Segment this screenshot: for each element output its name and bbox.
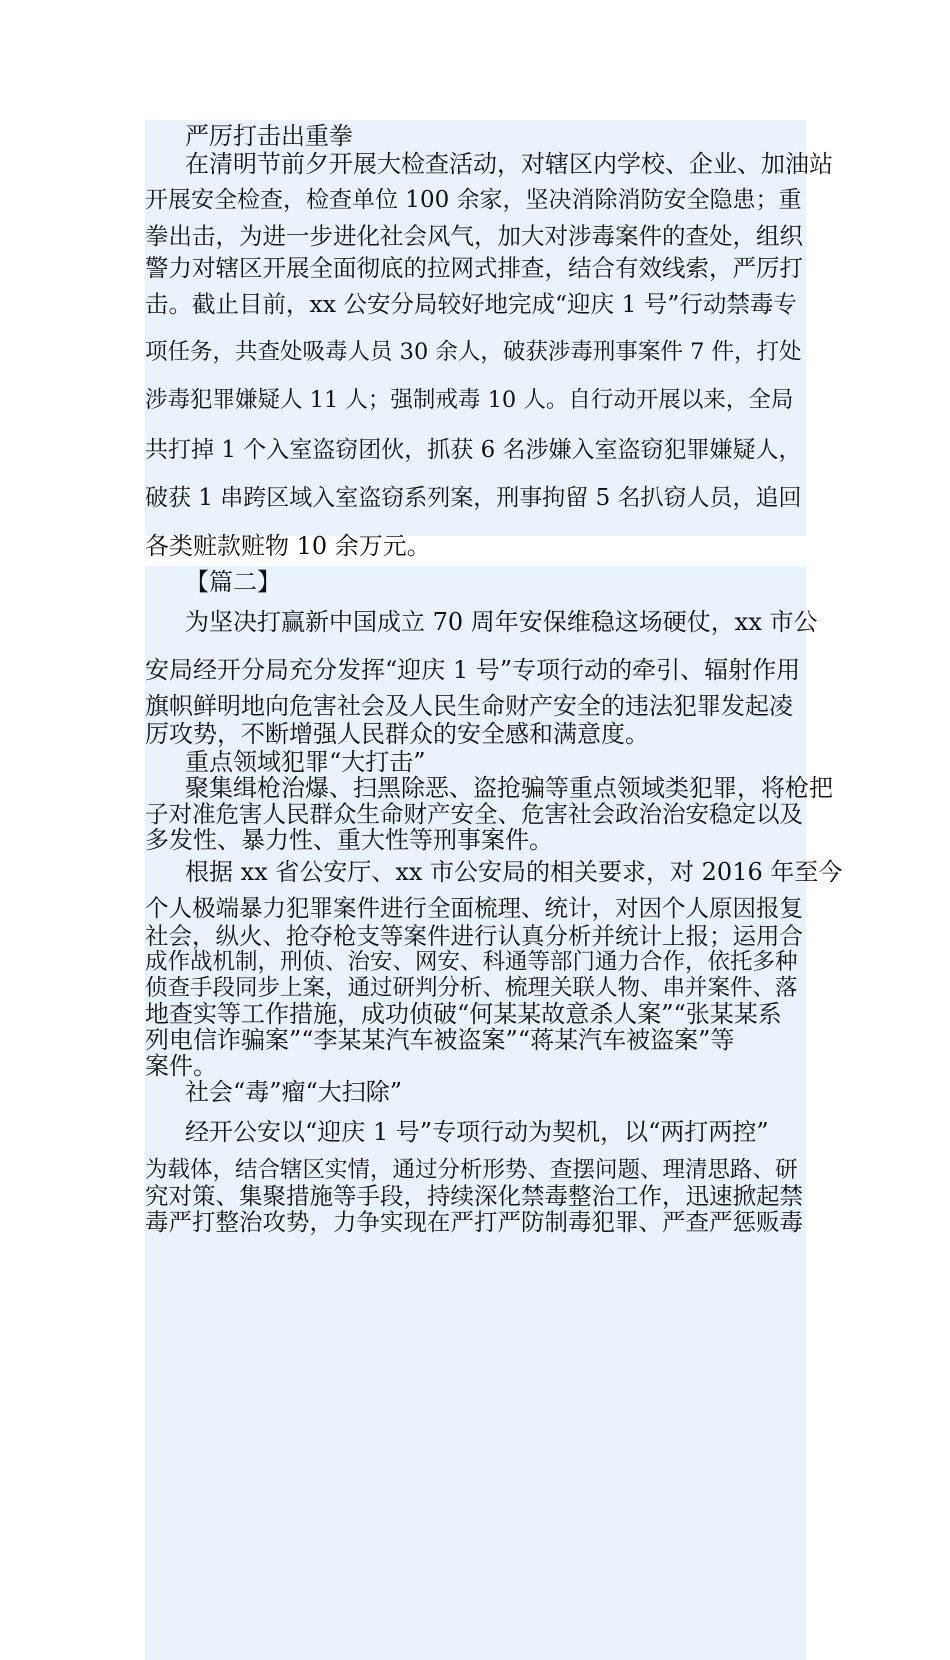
paragraph-line: 聚集缉枪治爆、扫黑除恶、盗抢骗等重点领域类犯罪，将枪把 xyxy=(185,774,833,802)
paragraph-line: 经开公安以“迎庆 1 号”专项行动为契机，以“两打两控” xyxy=(185,1118,769,1146)
paragraph-line: 安局经开分局充分发挥“迎庆 1 号”专项行动的牵引、辐射作用 xyxy=(145,656,801,684)
section-label: 【篇二】 xyxy=(185,568,281,596)
paragraph-line: 究对策、集聚措施等手段，持续深化禁毒整治工作，迅速掀起禁 xyxy=(145,1182,803,1210)
paragraph-line: 案件。 xyxy=(145,1052,217,1080)
paragraph-line: 破获 1 串跨区域入室盗窃系列案，刑事拘留 5 名扒窃人员，追回 xyxy=(145,485,802,511)
paragraph-line: 为坚决打赢新中国成立 70 周年安保维稳这场硬仗，xx 市公 xyxy=(185,608,818,636)
paragraph-line: 为载体，结合辖区实情，通过分析形势、查摆问题、理清思路、研 xyxy=(145,1157,798,1183)
paragraph-line: 各类赃款赃物 10 余万元。 xyxy=(145,532,431,560)
paragraph-line: 项任务，共查处吸毒人员 30 余人，破获涉毒刑事案件 7 件，打处 xyxy=(145,339,802,365)
paragraph-line: 击。截止目前，xx 公安分局较好地完成“迎庆 1 号”行动禁毒专 xyxy=(145,290,797,318)
paragraph-line: 子对准危害人民群众生命财产安全、危害社会政治治安稳定以及 xyxy=(145,800,803,828)
paragraph-line: 警力对辖区开展全面彻底的拉网式排查，结合有效线索，严厉打 xyxy=(145,254,803,282)
paragraph-line: 根据 xx 省公安厅、xx 市公安局的相关要求，对 2016 年至今 xyxy=(185,858,843,886)
paragraph-line: 社会，纵火、抢夺枪支等案件进行认真分析并统计上报；运用合 xyxy=(145,922,803,950)
paragraph-line: 在清明节前夕开展大检查活动，对辖区内学校、企业、加油站 xyxy=(185,150,833,178)
paragraph-line: 开展安全检查，检查单位 100 余家，坚决消除消防安全隐患；重 xyxy=(145,187,802,213)
paragraph-line: 拳出击，为进一步进化社会风气，加大对涉毒案件的查处，组织 xyxy=(145,222,803,250)
paragraph-line: 厉攻势，不断增强人民群众的安全感和满意度。 xyxy=(145,720,649,748)
paragraph-line: 个人极端暴力犯罪案件进行全面梳理、统计，对因个人原因报复 xyxy=(145,894,803,922)
paragraph-line: 成作战机制，刑侦、治安、网安、科通等部门通力合作，依托多种 xyxy=(145,949,798,975)
paragraph-line: 涉毒犯罪嫌疑人 11 人；强制戒毒 10 人。自行动开展以来，全局 xyxy=(145,387,794,413)
paragraph-line: 共打掉 1 个入室盗窃团伙，抓获 6 名涉嫌入室盗窃犯罪嫌疑人， xyxy=(145,437,802,463)
paragraph-line: 毒严打整治攻势，力争实现在严打严防制毒犯罪、严查严惩贩毒 xyxy=(145,1208,803,1236)
section-heading: 严厉打击出重拳 xyxy=(185,122,353,150)
section-heading: 社会“毒”瘤“大扫除” xyxy=(185,1078,403,1106)
paragraph-line: 列电信诈骗案”“李某某汽车被盗案”“蒋某汽车被盗案”等 xyxy=(145,1026,735,1054)
paragraph-line: 旗帜鲜明地向危害社会及人民生命财产安全的违法犯罪发起凌 xyxy=(145,692,793,720)
paragraph-line: 多发性、暴力性、重大性等刑事案件。 xyxy=(145,826,553,854)
section-heading: 重点领域犯罪“大打击” xyxy=(185,748,426,776)
paragraph-line: 侦查手段同步上案，通过研判分析、梳理关联人物、串并案件、落 xyxy=(145,975,798,1001)
paragraph-line: 地查实等工作措施，成功侦破“何某某故意杀人案”“张某某系 xyxy=(145,1000,782,1028)
highlight-block xyxy=(145,120,806,536)
